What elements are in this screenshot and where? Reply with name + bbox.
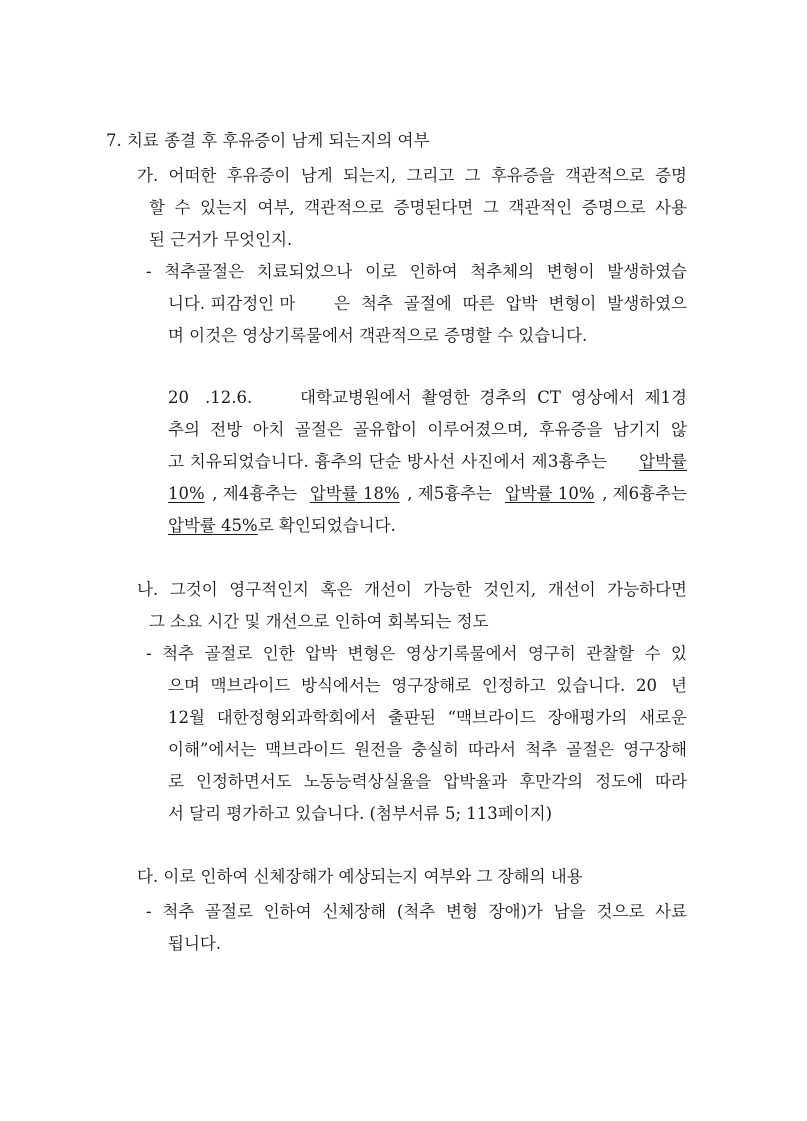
answer-ga-line-3: 며 이것은 영상기록물에서 객관적으로 증명할 수 있습니다. [168,326,588,345]
question-na-line-2: 그 소요 시간 및 개선으로 인하여 회복되는 정도 [149,612,489,631]
answer-na-line-1: - 척추 골절로 인한 압박 변형은 영상기록물에서 영구히 관찰할 수 있 [146,644,687,663]
question-ga-line-1: 가. 어떠한 후유증이 남게 되는지, 그리고 그 후유증을 객관적으로 증명 [137,166,687,185]
detail-line-4 [168,484,687,504]
answer-na-line-4: 이해”에서는 맥브라이드 원전을 충실히 따라서 척추 골절은 영구장해 [168,740,687,759]
section-heading: 7. 치료 종결 후 후유증이 남게 되는지의 여부 [106,131,430,150]
answer-na-line-3: 12월 대한정형외과학회에서 출판된 “맥브라이드 장애평가의 새로운 [168,708,687,727]
question-ga-line-2: 할 수 있는지 여부, 객관적으로 증명된다면 그 객관적인 증명으로 사용 [149,198,687,217]
detail-line-3 [168,452,687,472]
detail-line-5-text: 로 확인되었습니다. [257,516,396,535]
question-da: 다. 이로 인하여 신체장해가 예상되는지 여부와 그 장해의 내용 [137,867,583,886]
question-ga-line-3: 된 근거가 무엇인지. [149,230,293,249]
answer-ga-line-1: - 척추골절은 치료되었으나 이로 인하여 척추체의 변형이 발생하였습 [146,262,687,281]
compression-rate-t3: 압박률 [639,452,687,471]
detail-line-1: 대학교병원에서 촬영한 경추의 CT 영상에서 제1경 [300,388,687,407]
compression-rate-t4: 압박률 18% [309,484,400,503]
compression-rate-t5: 압박률 10% [504,484,595,503]
label-t4: , 제4흉추는 [212,484,303,503]
answer-na-line-5: 로 인정하면서도 노동능력상실율을 압박율과 후만각의 정도에 따라 [168,772,687,791]
answer-na-line-2-end: 년 [671,676,687,695]
answer-na-line-2: 으며 맥브라이드 방식에서는 영구장해로 인정하고 있습니다. 20 [168,676,657,695]
answer-na-line-6: 서 달리 평가하고 있습니다. (첨부서류 5; 113페이지) [168,804,553,823]
answer-da-line-1: - 척추 골절로 인하여 신체장해 (척추 변형 장애)가 남을 것으로 사료 [146,902,687,921]
label-t6: , 제6흉추는 [602,484,687,503]
detail-date-year: 20 [168,388,189,407]
detail-date-day: .12.6. [205,388,253,407]
answer-ga-line-2b: 은 척추 골절에 따른 압박 변형이 발생하였으 [334,294,687,313]
detail-line-3-text: 고 치유되었습니다. 흉추의 단순 방사선 사진에서 제3흉추는 [168,452,613,471]
compression-rate-t3-value: 10% [168,484,205,503]
detail-line-5 [168,516,396,536]
question-na-line-1: 나. 그것이 영구적인지 혹은 개선이 가능한 것인지, 개선이 가능하다면 [137,580,687,599]
answer-da-line-2: 됩니다. [168,934,222,953]
compression-rate-t6: 압박률 45% [168,516,258,535]
detail-line-2: 추의 전방 아치 골절은 골유합이 이루어졌으며, 후유증을 남기지 않 [168,420,687,439]
label-t5: , 제5흉추는 [407,484,498,503]
answer-ga-line-2a: 니다. 피감정인 마 [168,294,296,313]
